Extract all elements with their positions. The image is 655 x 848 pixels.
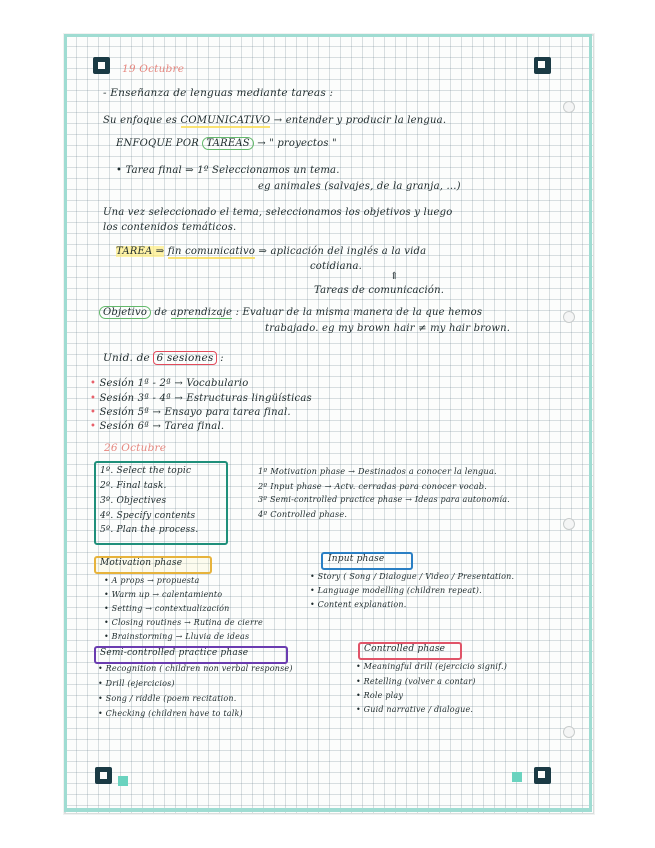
punch-hole-icon: [563, 311, 575, 323]
tarea-aplicacion: ⇒ aplicación del inglés a la vida: [258, 246, 427, 257]
enfoque-comunicativo: COMUNICATIVO: [180, 115, 271, 126]
motivation-title: Motivation phase: [100, 558, 183, 568]
punch-hole-icon: [563, 726, 575, 738]
corner-marker-icon: [534, 767, 551, 784]
corner-square-icon: [118, 776, 128, 786]
phase-item: 3º Semi-controlled practice phase → Ideas para autonomía.: [258, 495, 510, 504]
tarea-cotidiana: cotidiana.: [310, 261, 362, 272]
semi-item: • Song / riddle (poem recitation.: [98, 694, 236, 703]
input-item: • Story ( Song / Dialogue / Video / Presentation.: [310, 572, 514, 581]
corner-marker-icon: [95, 767, 112, 784]
tarea-fin: fin comunicativo: [167, 246, 256, 257]
objetivo-text: : Evaluar de la misma manera de la que hemos: [235, 307, 483, 318]
seleccion-line-2: los contenidos temáticos.: [103, 222, 237, 233]
page-bottom-band: [64, 808, 592, 812]
semi-title: Semi-controlled practice phase: [100, 648, 249, 658]
corner-marker-icon: [534, 57, 551, 74]
punch-hole-icon: [563, 101, 575, 113]
semi-item: • Recognition ( children non verbal response): [98, 664, 293, 673]
enfoque-label: ENFOQUE POR: [116, 138, 199, 149]
sesion-item: • Sesión 6ª → Tarea final.: [90, 421, 224, 432]
step-item: 2º. Final task.: [100, 481, 167, 491]
step-item: 5º. Plan the process.: [100, 525, 199, 535]
enfoque-proyectos: → " proyectos ": [257, 138, 337, 149]
objetivo-aprendizaje: aprendizaje: [170, 307, 233, 318]
unidad-sesiones: 6 sesiones: [153, 351, 216, 365]
section-heading: - Enseñanza de lenguas mediante tareas :: [103, 87, 334, 99]
date-heading: 19 Octubre: [122, 63, 185, 75]
tarea-final-line: • Tarea final ⇒ 1º Seleccionamos un tema.: [116, 165, 340, 176]
unidad-line: [103, 352, 224, 364]
unidad-end: :: [220, 352, 224, 364]
enfoque-text: Su enfoque es: [103, 115, 178, 126]
objetivo-highlight: Objetivo: [99, 306, 151, 319]
objetivo-de: de: [154, 307, 168, 318]
motivation-item: • Warm up → calentamiento: [104, 590, 222, 599]
tarea-label: TAREA ⇒: [116, 246, 165, 257]
punch-hole-icon: [563, 518, 575, 530]
sesion-item: • Sesión 5ª → Ensayo para tarea final.: [90, 407, 291, 418]
semi-item: • Checking (children have to talk): [98, 709, 243, 718]
input-item: • Content explanation.: [310, 600, 407, 609]
step-item: 4º. Specify contents: [100, 511, 196, 521]
phase-item: 1º Motivation phase → Destinados a conocer la lengua.: [258, 466, 497, 476]
seleccion-line-1: Una vez seleccionado el tema, seleccionamos los objetivos y luego: [103, 207, 453, 218]
motivation-item: • Brainstorming → Lluvia de ideas: [104, 632, 249, 641]
enfoque-line: [103, 115, 446, 126]
controlled-item: • Guid narrative / dialogue.: [356, 705, 473, 714]
tareas-comunicacion: Tareas de comunicación.: [314, 285, 445, 296]
page-right-band: [589, 34, 592, 812]
date-heading: 26 Octubre: [104, 442, 167, 454]
motivation-item: • A props → propuesta: [104, 576, 199, 585]
controlled-item: • Role play: [356, 691, 403, 700]
phase-item: 2º Input phase → Actv. cerradas para conocer vocab.: [258, 481, 488, 491]
enfoque-tareas-highlight: TAREAS: [202, 137, 253, 150]
semi-item: • Drill (ejercicios): [98, 679, 175, 688]
corner-marker-icon: [93, 57, 110, 74]
enfoque-result: → entender y producir la lengua.: [273, 115, 447, 126]
input-item: • Language modelling (children repeat).: [310, 586, 482, 595]
tarea-line: [116, 246, 426, 257]
page-top-band: [64, 34, 592, 37]
step-item: 1º. Select the topic: [100, 466, 192, 476]
sesion-item: • Sesión 3ª - 4ª → Estructuras lingüísticas: [90, 393, 312, 404]
motivation-item: • Setting → contextualización: [104, 604, 230, 613]
page-left-band: [64, 34, 67, 812]
controlled-item: • Meaningful drill (ejercicio signif.): [356, 662, 507, 671]
enfoque-tareas-line: [116, 138, 337, 149]
sesion-item: • Sesión 1ª - 2ª → Vocabulario: [90, 378, 248, 389]
step-item: 3º. Objectives: [100, 496, 167, 506]
controlled-title: Controlled phase: [364, 644, 446, 654]
arrow-up-icon: ⇑: [390, 271, 399, 282]
motivation-item: • Closing routines → Rutina de cierre: [104, 618, 263, 627]
unidad-label: Unid. de: [103, 352, 150, 364]
tarea-final-example: eg animales (salvajes, de la granja, ...): [258, 181, 461, 192]
objetivo-line: [99, 307, 482, 318]
phase-item: 4º Controlled phase.: [258, 509, 348, 519]
controlled-item: • Retelling (volver a contar): [356, 677, 476, 686]
objetivo-example: trabajado. eg my brown hair ≠ my hair brown.: [265, 323, 511, 334]
corner-square-icon: [512, 772, 522, 782]
input-title: Input phase: [328, 554, 385, 564]
